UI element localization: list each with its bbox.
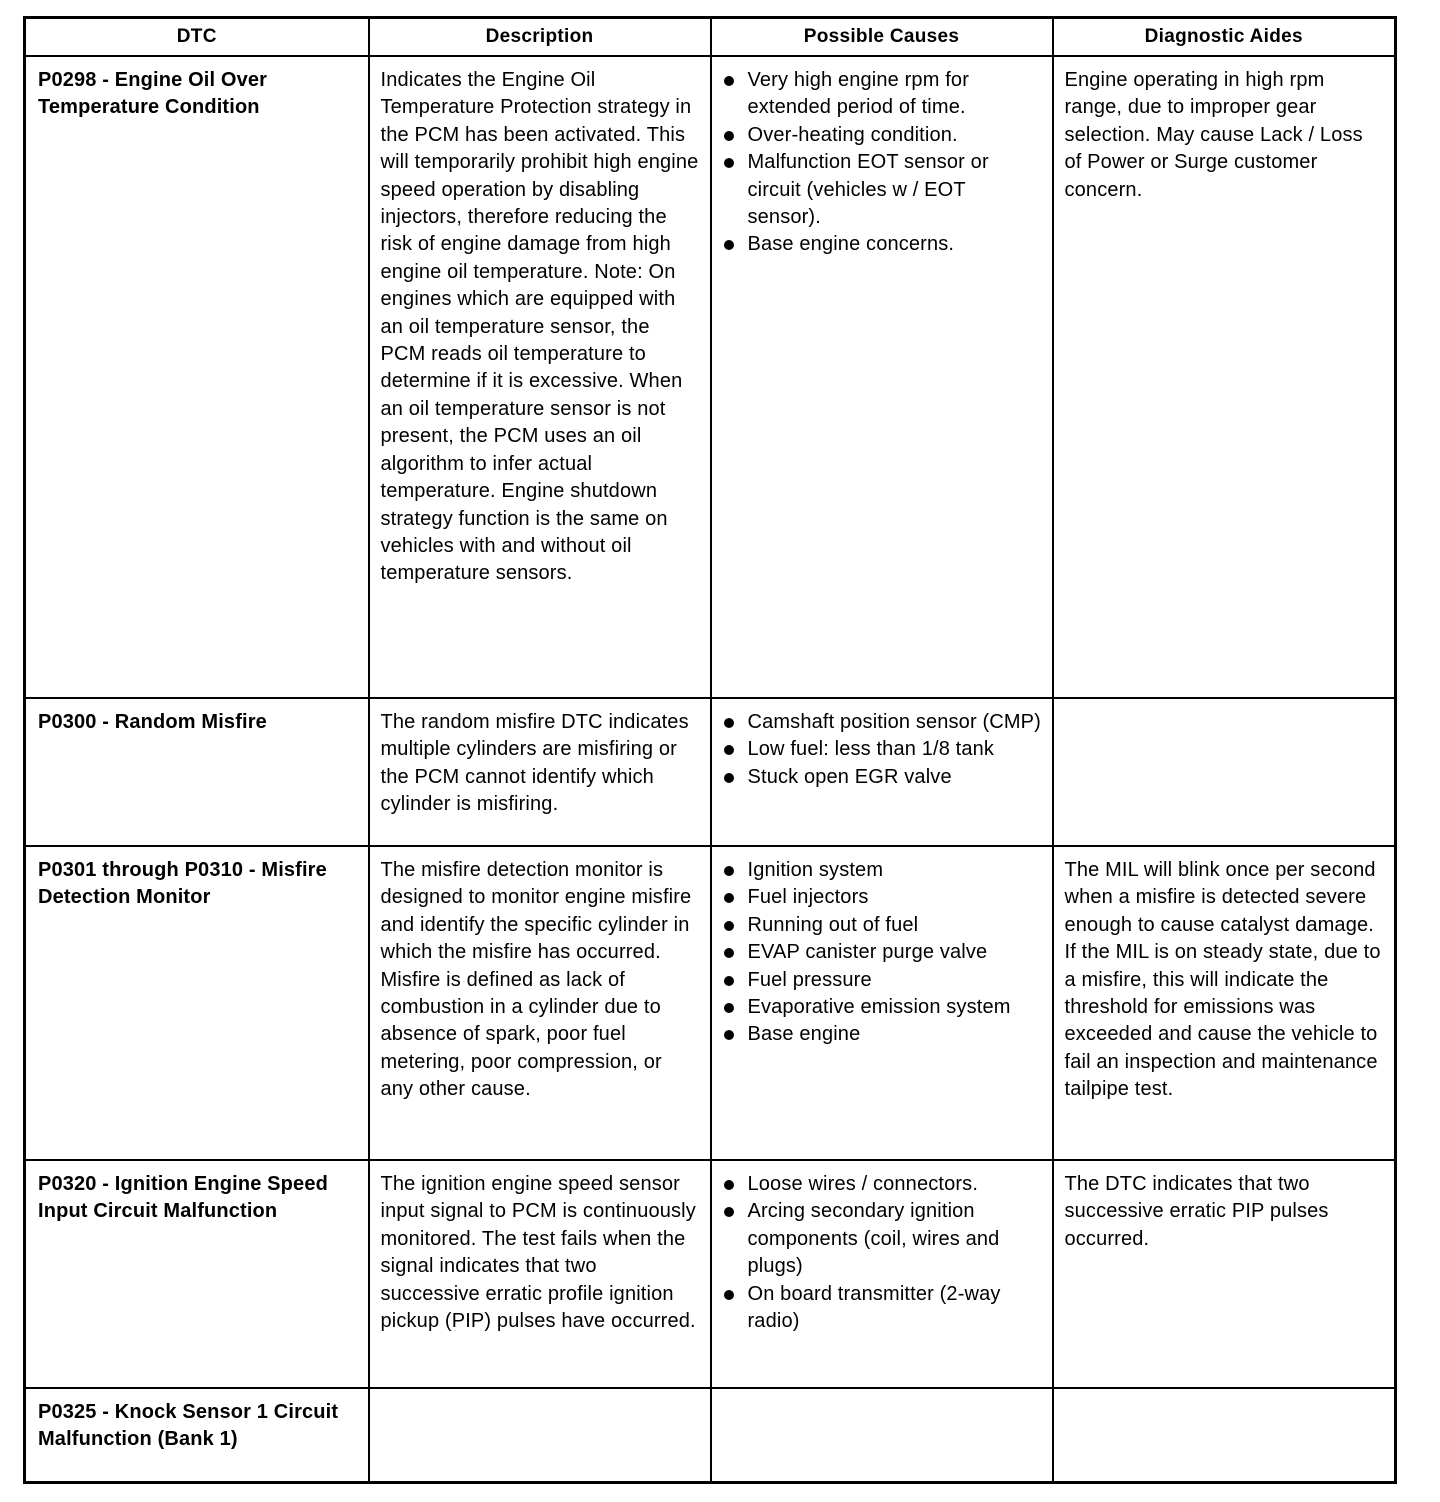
- cause-item: Arcing secondary ignition components (coil, wires and plugs): [723, 1198, 1042, 1280]
- dtc-possible-causes: [711, 698, 1053, 846]
- cause-item: EVAP canister purge valve: [723, 939, 1042, 966]
- header-description: Description: [369, 18, 711, 57]
- dtc-code: P0301 through P0310 - Misfire Detection Monitor: [25, 846, 369, 1160]
- dtc-diagnostic-aides: The MIL will blink once per second when a misfire is detected severe enough to cause catalyst damage. If the MIL is on steady state, due to a misfire, this will indicate the threshold for emissions was exceeded and cause the vehicle to fail an inspection and maintenance tailpipe test.: [1053, 846, 1396, 1160]
- cause-item: Very high engine rpm for extended period of time.: [723, 67, 1042, 122]
- dtc-description: The random misfire DTC indicates multiple cylinders are misfiring or the PCM cannot identify which cylinder is misfiring.: [369, 698, 711, 846]
- cause-item: Base engine: [723, 1021, 1042, 1048]
- cause-item: Ignition system: [723, 857, 1042, 884]
- dtc-description: [369, 1388, 711, 1482]
- dtc-description: Indicates the Engine Oil Temperature Protection strategy in the PCM has been activated. This will temporarily prohibit high engine speed operation by disabling injectors, therefore reducing the risk of engine damage from high engine oil temperature. Note: On engines which are equipped with an oil temperature sensor, the PCM reads oil temperature to determine if it is excessive. When an oil temperature sensor is not present, the PCM uses an oil algorithm to infer actual temperature. Engine shutdown strategy function is the same on vehicles with and without oil temperature sensors.: [369, 56, 711, 698]
- dtc-description: The misfire detection monitor is designed to monitor engine misfire and identify the specific cylinder in which the misfire has occurred. Misfire is defined as lack of combustion in a cylinder due to absence of spark, poor fuel metering, poor compression, or any other cause.: [369, 846, 711, 1160]
- dtc-code: P0325 - Knock Sensor 1 Circuit Malfunction (Bank 1): [25, 1388, 369, 1482]
- cause-item: Base engine concerns.: [723, 231, 1042, 258]
- table-row: [25, 846, 1396, 1160]
- cause-item: Loose wires / connectors.: [723, 1171, 1042, 1198]
- causes-list: [723, 1171, 1042, 1335]
- causes-list: [723, 709, 1042, 791]
- table-row: [25, 698, 1396, 846]
- causes-list: [723, 67, 1042, 259]
- cause-item: Fuel injectors: [723, 884, 1042, 911]
- cause-item: Low fuel: less than 1/8 tank: [723, 736, 1042, 763]
- cause-item: Fuel pressure: [723, 967, 1042, 994]
- cause-item: Stuck open EGR valve: [723, 764, 1042, 791]
- dtc-possible-causes: [711, 1160, 1053, 1388]
- dtc-possible-causes: [711, 1388, 1053, 1482]
- cause-item: Malfunction EOT sensor or circuit (vehicles w / EOT sensor).: [723, 149, 1042, 231]
- causes-list: [723, 857, 1042, 1049]
- cause-item: Running out of fuel: [723, 912, 1042, 939]
- header-row: [25, 18, 1396, 57]
- header-possible-causes: Possible Causes: [711, 18, 1053, 57]
- cause-item: Camshaft position sensor (CMP): [723, 709, 1042, 736]
- dtc-diagnostic-aides: [1053, 698, 1396, 846]
- dtc-possible-causes: [711, 56, 1053, 698]
- dtc-description: The ignition engine speed sensor input signal to PCM is continuously monitored. The test fails when the signal indicates that two successive erratic profile ignition pickup (PIP) pulses have occurred.: [369, 1160, 711, 1388]
- cause-item: Over-heating condition.: [723, 122, 1042, 149]
- cause-item: On board transmitter (2-way radio): [723, 1281, 1042, 1336]
- dtc-code: P0320 - Ignition Engine Speed Input Circuit Malfunction: [25, 1160, 369, 1388]
- table-row: [25, 56, 1396, 698]
- dtc-diagnostic-aides: The DTC indicates that two successive erratic PIP pulses occurred.: [1053, 1160, 1396, 1388]
- dtc-table: [23, 16, 1397, 1484]
- dtc-diagnostic-aides: Engine operating in high rpm range, due to improper gear selection. May cause Lack / Loss of Power or Surge customer concern.: [1053, 56, 1396, 698]
- dtc-code: P0298 - Engine Oil Over Temperature Condition: [25, 56, 369, 698]
- dtc-possible-causes: [711, 846, 1053, 1160]
- table-row: [25, 1388, 1396, 1482]
- dtc-code: P0300 - Random Misfire: [25, 698, 369, 846]
- dtc-diagnostic-aides: [1053, 1388, 1396, 1482]
- header-dtc: DTC: [25, 18, 369, 57]
- cause-item: Evaporative emission system: [723, 994, 1042, 1021]
- table-row: [25, 1160, 1396, 1388]
- header-diagnostic-aides: Diagnostic Aides: [1053, 18, 1396, 57]
